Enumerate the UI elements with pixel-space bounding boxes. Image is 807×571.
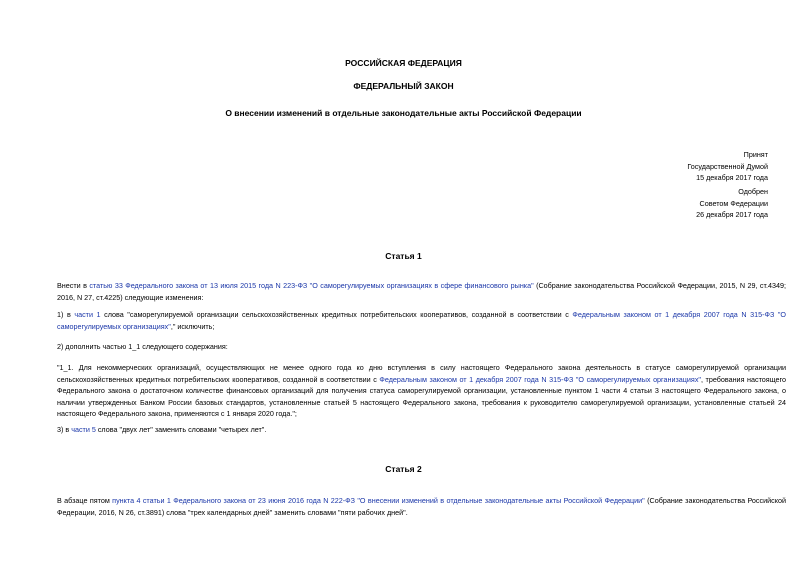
article-1-item-2: 2) дополнить частью 1_1 следующего содержания: (57, 342, 228, 351)
link-part-1[interactable]: части 1 (74, 310, 101, 319)
approval-line-1: Одобрен (738, 187, 768, 196)
link-law-315[interactable]: Федеральным законом от 1 декабря 2007 года N 315-ФЗ "О саморегулируемых организациях" (379, 374, 701, 384)
link-article-33-law-223[interactable]: статью 33 Федерального закона от 13 июля 2015 года N 223-ФЗ "О саморегулируемых организациях в сфере финансового рынка" (89, 281, 534, 290)
country-heading: РОССИЙСКАЯ ФЕДЕРАЦИЯ (345, 58, 462, 68)
article-1-paragraph-1 (39, 280, 786, 303)
text-fragment: В абзаце пятом (57, 496, 113, 505)
approval-block (518, 186, 768, 221)
approval-line-3: 26 декабря 2017 года (696, 210, 768, 219)
law-title: О внесении изменений в отдельные законодательные акты Российской Федерации (225, 108, 582, 118)
article-2-paragraph-1 (39, 495, 786, 518)
text-fragment: "1_1. Для некоммерческих организаций, осуществляющих не менее одного года ко дню вступления в силу настоящего Федерального закона деятельность в статусе саморегулируемой организации сельскохозяйственных кредитных потребительских кооперативов, созданной в соответствии с (57, 363, 786, 384)
text-fragment: (Собрание законодательства Российской Федерации, 2015, N 29, ст.4349; 2016, N 27, ст.4225) следующие изменения: (57, 281, 786, 302)
text-fragment: , требования настоящего Федерального закона о достаточном количестве финансовых организаций для получения статуса саморегулируемой организации, установленные пунктом 1 части 4 статьи 3 настоящего Федерального закона, о наличии утвержденных Банком России базовых стандартов, установленные статьей 5 настоящего Федерального закона, требования к руководителю саморегулируемой организации, установленные статьей 24 настоящего Федерального закона, применяются с 1 января 2020 года."; (57, 374, 786, 418)
link-part-5[interactable]: части 5 (71, 425, 96, 434)
link-law-315[interactable]: Федеральным законом от 1 декабря 2007 года N 315-ФЗ "О саморегулируемых организациях" (57, 310, 787, 331)
adoption-line-2: Государственной Думой (687, 161, 768, 171)
text-fragment: ," исключить; (170, 321, 215, 331)
article-1-quoted-part (39, 362, 786, 420)
text-fragment: 1) в (57, 310, 75, 319)
text-fragment: слова "саморегулируемой организации сельскохозяйственных кредитных потребительских кооперативов, созданной в соответствии с (100, 310, 573, 319)
text-fragment: (Собрание законодательства Российской Федерации, 2016, N 26, ст.3891) слова "трех календарных дней" заменить словами "пяти рабочих дней". (57, 496, 786, 517)
text-fragment: 3) в (57, 425, 72, 434)
article-2-heading: Статья 2 (385, 464, 422, 474)
article-1-item-1 (39, 309, 786, 332)
article-1-heading: Статья 1 (385, 251, 422, 261)
adoption-block (518, 149, 768, 184)
adoption-line-1: Принят (743, 150, 768, 159)
article-1-item-3 (39, 424, 786, 436)
link-law-222[interactable]: пункта 4 статьи 1 Федерального закона от 23 июня 2016 года N 222-ФЗ "О внесении изменений в отдельные законодательные акты Российской Федерации" (112, 496, 645, 505)
text-fragment: слова "двух лет" заменить словами "четырех лет". (95, 425, 267, 434)
text-fragment: Внести в (57, 281, 90, 290)
approval-line-2: Советом Федерации (699, 198, 768, 208)
doc-type-heading: ФЕДЕРАЛЬНЫЙ ЗАКОН (353, 81, 454, 91)
adoption-line-3: 15 декабря 2017 года (696, 173, 768, 182)
